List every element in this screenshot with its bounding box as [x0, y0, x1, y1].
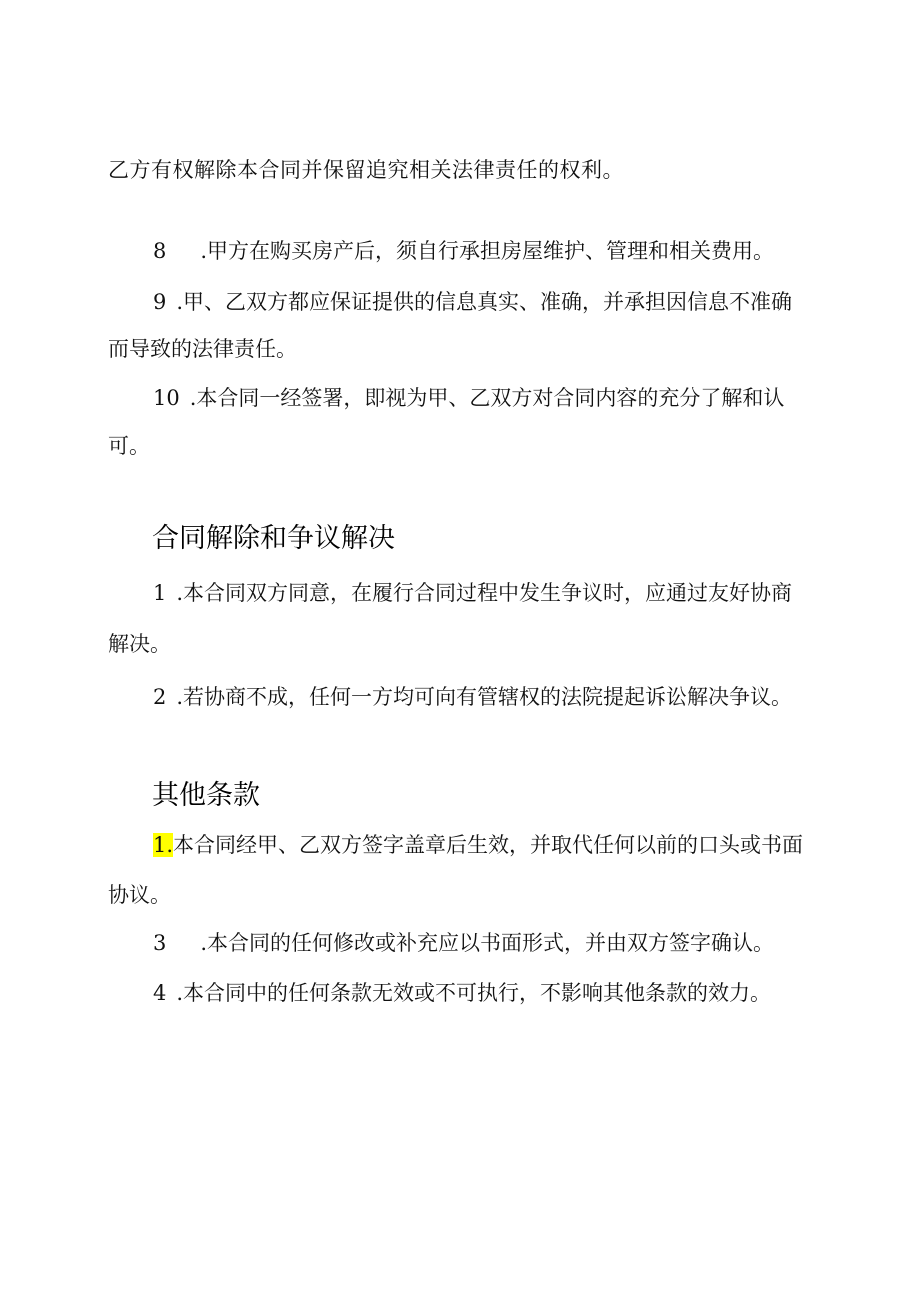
dispute-clause-1: [153, 579, 792, 607]
clause-number: 3: [153, 931, 167, 955]
paragraph-continuation: 乙方有权解除本合同并保留追究相关法律责任的权利。: [108, 158, 624, 182]
clause-number: 9: [153, 290, 167, 314]
dispute-clause-2: [153, 683, 792, 711]
clause-text: 本合同经甲、乙双方签字盖章后生效，并取代任何以前的口头或书面: [173, 833, 804, 857]
clause-number: 10: [153, 386, 180, 410]
clause-text: .甲、乙双方都应保证提供的信息真实、准确，并承担因信息不准确: [176, 290, 793, 314]
other-clause-1: [153, 831, 803, 859]
clause-text: .本合同双方同意，在履行合同过程中发生争议时，应通过友好协商: [176, 581, 793, 605]
clause-10: [153, 384, 784, 412]
section-heading-dispute: 合同解除和争议解决: [152, 523, 395, 554]
clause-text: .本合同中的任何条款无效或不可执行，不影响其他条款的效力。: [176, 981, 772, 1005]
other-clause-1-continuation: 协议。: [108, 883, 171, 907]
clause-10-continuation: 可。: [108, 434, 150, 458]
dispute-clause-1-continuation: 解决。: [108, 632, 171, 656]
clause-8: [153, 237, 774, 265]
other-clause-4: [153, 979, 771, 1007]
clause-text: .本合同一经签署，即视为甲、乙双方对合同内容的充分了解和认: [189, 386, 785, 410]
clause-number: 1: [153, 581, 167, 605]
highlighted-clause-number: 1.: [153, 833, 174, 857]
clause-number: 4: [153, 981, 167, 1005]
clause-text: .若协商不成，任何一方均可向有管辖权的法院提起诉讼解决争议。: [176, 685, 793, 709]
clause-text: .本合同的任何修改或补充应以书面形式，并由双方签字确认。: [200, 931, 775, 955]
other-clause-3: [153, 929, 774, 957]
clause-9: [153, 288, 792, 316]
clause-9-continuation: 而导致的法律责任。: [108, 337, 297, 361]
section-heading-other-terms: 其他条款: [152, 780, 260, 811]
clause-number: 2: [153, 685, 167, 709]
clause-text: .甲方在购买房产后，须自行承担房屋维护、管理和相关费用。: [200, 239, 775, 263]
clause-number: 8: [153, 239, 167, 263]
